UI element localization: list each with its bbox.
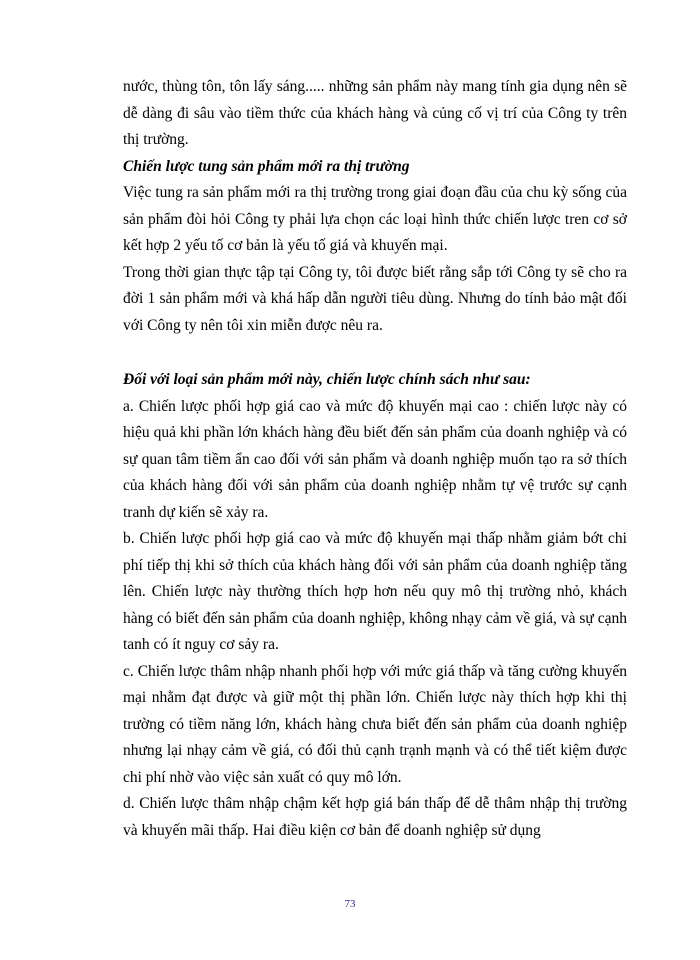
heading-new-product-launch-strategy: Chiến lược tung sản phẩm mới ra thị trường xyxy=(123,157,410,175)
paragraph-strategy-b: b. Chiến lược phối hợp giá cao và mức độ khuyến mại thấp nhằm giảm bớt chi phí tiếp thị khi sở thích của khách hàng đối với sản phẩm của doanh nghiệp tăng lên. Chiến lược này thường thích hợp hơn nếu quy mô thị trường nhỏ, khách hàng có biết đến sản phẩm của doanh nghiệp, không nhạy cảm về giá, và sự cạnh tanh có ít nguy cơ sảy ra. xyxy=(123,530,627,653)
heading-strategy-policy: Đối với loại sản phẩm mới này, chiến lược chính sách như sau: xyxy=(123,371,531,388)
paragraph-strategy-d: d. Chiến lược thâm nhập chậm kết hợp giá bán thấp để dễ thâm nhập thị trường và khuyến mãi thấp. Hai điều kiện cơ bản để doanh nghiệp sử dụng xyxy=(123,795,627,839)
paragraph-strategy-c: c. Chiến lược thâm nhập nhanh phối hợp với mức giá thấp và tăng cường khuyến mại nhằm đạt được và giữ một thị phần lớn. Chiến lược này thích hợp khi thị trường có tiềm năng lớn, khách hàng chưa biết đến sản phẩm của doanh nghiệp nhưng lại nhạy cảm về giá, có đối thủ cạnh trạnh mạnh và có thể tiết kiệm được chi phí nhờ vào việc sản xuất có quy mô lớn. xyxy=(123,662,627,786)
paragraph-strategy-a: a. Chiến lược phối hợp giá cao và mức độ khuyến mại cao : chiến lược này có hiệu quả khi phần lớn khách hàng đều biết đến sản phẩm của doanh nghiệp và có sự quan tâm tiềm ẩn cao đối với sản phẩm và doanh nghiệp muốn tạo ra sở thích của khách hàng đối với sản phẩm của doanh nghiệp nhằm tự vệ trước sự cạnh tranh dự kiến sẽ xảy ra. xyxy=(123,397,627,521)
paragraph-launch-intro: Việc tung ra sản phẩm mới ra thị trường trong giai đoạn đầu của chu kỳ sống của sản phẩm đòi hỏi Công ty phải lựa chọn các loại hình thức chiến lược tren cơ sở kết hợp 2 yếu tố cơ bản là yếu tố giá và khuyến mại. xyxy=(123,184,627,254)
paragraph-continuation: nước, thùng tôn, tôn lấy sáng..... những sản phẩm này mang tính gia dụng nên sẽ dễ dàng đi sâu vào tiềm thức của khách hàng và củng cố vị trí của Công ty trên thị trường. xyxy=(123,78,627,148)
paragraph-internship-note: Trong thời gian thực tập tại Công ty, tôi được biết rằng sắp tới Công ty sẽ cho ra đời 1 sản phẩm mới và khá hấp dẫn người tiêu dùng. Nhưng do tính bảo mật đối với Công ty nên tôi xin miễn được nêu ra. xyxy=(123,263,627,334)
page-content xyxy=(123,74,627,844)
page-number: 73 xyxy=(344,898,356,910)
